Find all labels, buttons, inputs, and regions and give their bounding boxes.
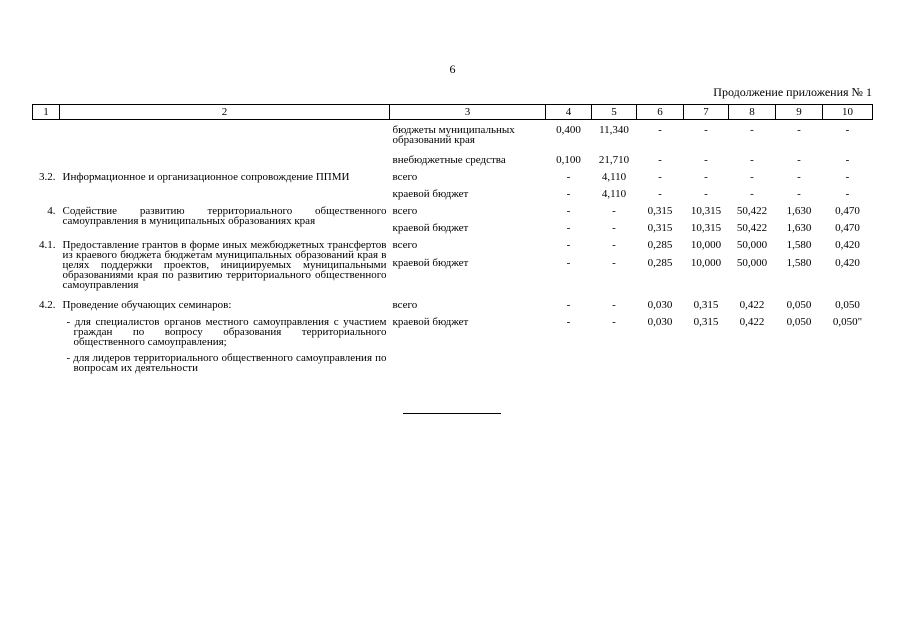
page-number: 6 bbox=[449, 62, 456, 76]
cell-col6: - bbox=[658, 154, 662, 166]
cell-col9: - bbox=[797, 188, 801, 200]
footer-divider bbox=[403, 413, 501, 414]
cell-col7: - bbox=[704, 188, 708, 200]
cell-col4 bbox=[546, 353, 592, 377]
cell-col9: - bbox=[797, 154, 801, 166]
col-header-5: 5 bbox=[592, 105, 637, 120]
row-number: 4.2. bbox=[39, 299, 56, 311]
row-name: - для специалистов органов местного самоуправления с участием граждан по вопросу образования территориального общественного самоуправления; bbox=[66, 316, 387, 348]
cell-col6: 0,285 bbox=[647, 257, 673, 269]
cell-col8: - bbox=[750, 124, 754, 136]
row-name bbox=[60, 155, 390, 172]
row-source: бюджеты муниципальных образований края bbox=[392, 124, 515, 146]
table-row bbox=[33, 300, 873, 317]
cell-col5: - bbox=[612, 316, 616, 328]
table-row bbox=[33, 206, 873, 223]
cell-col5: 11,340 bbox=[599, 124, 629, 136]
col-header-3: 3 bbox=[390, 105, 546, 120]
cell-col4: - bbox=[566, 171, 571, 183]
row-number bbox=[33, 258, 60, 300]
row-source: внебюджетные средства bbox=[392, 154, 506, 166]
cell-col6 bbox=[637, 353, 684, 377]
row-number bbox=[33, 223, 60, 240]
row-name bbox=[60, 189, 390, 206]
cell-col8: 50,000 bbox=[736, 257, 768, 269]
cell-col7: - bbox=[704, 124, 708, 136]
cell-col9: - bbox=[797, 171, 801, 183]
table-row bbox=[33, 317, 873, 353]
table-row bbox=[33, 240, 873, 258]
row-source bbox=[390, 353, 546, 377]
cell-col6: 0,285 bbox=[647, 239, 673, 251]
col-header-8: 8 bbox=[729, 105, 776, 120]
cell-col7: 10,315 bbox=[690, 222, 722, 234]
cell-col6: - bbox=[658, 171, 662, 183]
cell-col5: 21,710 bbox=[598, 154, 630, 166]
cell-col7: 10,000 bbox=[690, 239, 722, 251]
cell-col10: 0,420 bbox=[835, 257, 860, 269]
table-row bbox=[33, 125, 873, 155]
cell-col9: - bbox=[797, 124, 801, 136]
cell-col8 bbox=[729, 353, 776, 377]
row-number bbox=[33, 189, 60, 206]
row-source: всего bbox=[392, 171, 418, 183]
row-name bbox=[60, 125, 390, 155]
row-number: 3.2. bbox=[39, 171, 56, 183]
row-source: всего bbox=[392, 299, 418, 311]
cell-col5 bbox=[592, 353, 637, 377]
cell-col7: - bbox=[704, 171, 708, 183]
cell-col7: 10,315 bbox=[690, 205, 722, 217]
col-header-7: 7 bbox=[684, 105, 729, 120]
cell-col9: 1,630 bbox=[786, 222, 812, 234]
row-number: 4.1. bbox=[39, 239, 56, 251]
cell-col7 bbox=[684, 353, 729, 377]
cell-col8: 0,422 bbox=[739, 299, 765, 311]
cell-col4: - bbox=[566, 188, 571, 200]
row-source: всего bbox=[392, 239, 418, 251]
cell-col10 bbox=[823, 353, 873, 377]
row-name: Содействие развитию территориального общественного самоуправления в муниципальных образованиях края bbox=[62, 205, 387, 227]
table-row bbox=[33, 353, 873, 377]
cell-col4: - bbox=[566, 205, 571, 217]
col-header-10: 10 bbox=[823, 105, 873, 120]
row-source: краевой бюджет bbox=[392, 222, 469, 234]
cell-col6: 0,315 bbox=[647, 222, 673, 234]
row-number bbox=[33, 155, 60, 172]
cell-col6: - bbox=[658, 188, 662, 200]
cell-col8: 0,422 bbox=[739, 316, 765, 328]
cell-col6: 0,315 bbox=[647, 205, 673, 217]
appendix-table bbox=[32, 104, 873, 377]
continuation-label: Продолжение приложения № 1 bbox=[713, 85, 872, 99]
cell-col5: - bbox=[612, 222, 616, 234]
row-number: 4. bbox=[47, 205, 56, 217]
cell-col8: - bbox=[750, 188, 754, 200]
row-name: Проведение обучающих семинаров: bbox=[62, 299, 232, 311]
row-name: Предоставление грантов в форме иных межбюджетных трансфертов из краевого бюджета бюджетам муниципальных образований края в целях поддержки проектов, инициируемых муниципальными образованиями края по развитию территориального общественного самоуправления bbox=[62, 239, 387, 291]
row-name: Информационное и организационное сопровождение ППМИ bbox=[62, 171, 350, 183]
cell-col4: - bbox=[566, 299, 571, 311]
cell-col7: 0,315 bbox=[693, 299, 719, 311]
cell-col8: 50,000 bbox=[736, 239, 768, 251]
cell-col9: 1,630 bbox=[786, 205, 812, 217]
table-header bbox=[33, 105, 873, 120]
row-name: - для лидеров территориального общественного самоуправления по вопросам их деятельности bbox=[66, 352, 387, 374]
col-header-9: 9 bbox=[776, 105, 823, 120]
row-number bbox=[33, 125, 60, 155]
cell-col10: - bbox=[845, 188, 850, 200]
cell-col10: 0,470 bbox=[835, 222, 860, 234]
col-header-2: 2 bbox=[60, 105, 390, 120]
cell-col9 bbox=[776, 353, 823, 377]
cell-col7: 0,315 bbox=[693, 316, 719, 328]
cell-col9: 1,580 bbox=[786, 239, 812, 251]
table-row bbox=[33, 155, 873, 172]
row-source: краевой бюджет bbox=[392, 316, 469, 328]
row-number bbox=[33, 353, 60, 377]
cell-col10: - bbox=[845, 171, 850, 183]
cell-col6: - bbox=[658, 124, 662, 136]
col-header-4: 4 bbox=[546, 105, 592, 120]
cell-col7: - bbox=[704, 154, 708, 166]
cell-col5: - bbox=[612, 239, 616, 251]
cell-col5: 4,110 bbox=[601, 188, 627, 200]
table-row bbox=[33, 189, 873, 206]
cell-col10: 0,420 bbox=[835, 239, 860, 251]
cell-col4: 0,100 bbox=[556, 154, 581, 166]
cell-col4: - bbox=[566, 316, 571, 328]
cell-col5: - bbox=[612, 299, 616, 311]
cell-col9: 0,050 bbox=[786, 299, 812, 311]
cell-col4: - bbox=[566, 222, 571, 234]
cell-col10: 0,470 bbox=[835, 205, 860, 217]
cell-col8: - bbox=[750, 154, 754, 166]
col-header-6: 6 bbox=[637, 105, 684, 120]
row-source: краевой бюджет bbox=[392, 188, 469, 200]
cell-col6: 0,030 bbox=[647, 299, 673, 311]
cell-col9: 0,050 bbox=[786, 316, 812, 328]
cell-col5: 4,110 bbox=[601, 171, 627, 183]
cell-col6: 0,030 bbox=[647, 316, 673, 328]
table-body bbox=[33, 120, 873, 378]
cell-col10: - bbox=[845, 124, 850, 136]
col-header-1: 1 bbox=[33, 105, 60, 120]
row-source: краевой бюджет bbox=[392, 257, 469, 269]
cell-col4: 0,400 bbox=[556, 124, 581, 136]
cell-col4: - bbox=[566, 257, 571, 269]
cell-col8: - bbox=[750, 171, 754, 183]
cell-col10: 0,050 bbox=[835, 299, 860, 311]
cell-col5: - bbox=[612, 257, 616, 269]
cell-col10: - bbox=[845, 154, 850, 166]
cell-col4: - bbox=[566, 239, 571, 251]
row-source: всего bbox=[392, 205, 418, 217]
cell-col8: 50,422 bbox=[736, 222, 768, 234]
cell-col7: 10,000 bbox=[690, 257, 722, 269]
cell-col8: 50,422 bbox=[736, 205, 768, 217]
row-number bbox=[33, 317, 60, 353]
cell-col10: 0,050" bbox=[832, 316, 863, 328]
cell-col5: - bbox=[612, 205, 616, 217]
table-row bbox=[33, 172, 873, 189]
cell-col9: 1,580 bbox=[786, 257, 812, 269]
